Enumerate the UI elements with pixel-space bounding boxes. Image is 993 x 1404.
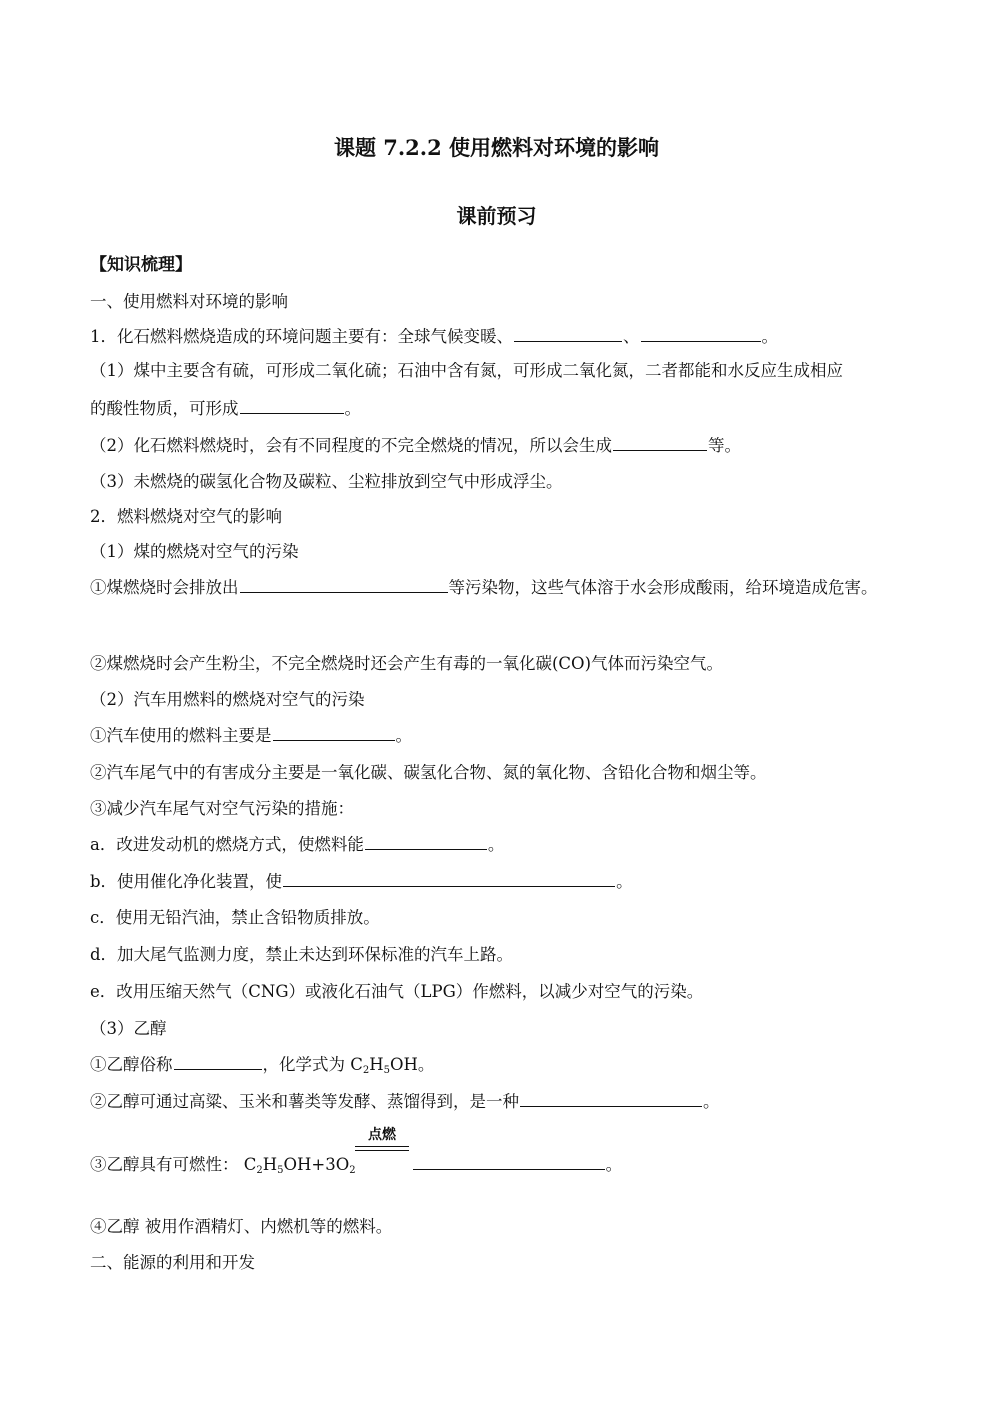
heading-one: 一、使用燃料对环境的影响 — [90, 292, 288, 311]
measure-b: b．使用催化净化装置，使 。 — [90, 872, 633, 891]
reaction-arrow-top — [355, 1146, 409, 1147]
answer-blank[interactable] — [514, 326, 622, 342]
knowledge-section-label: 【知识梳理】 — [90, 255, 192, 275]
item-2: 2．燃料燃烧对空气的影响 — [90, 507, 282, 526]
item-1-2: （2）化石燃料燃烧时，会有不同程度的不完全燃烧的情况，所以会生成 等。 — [90, 436, 741, 455]
heading-two: 二、能源的利用和开发 — [90, 1253, 255, 1272]
measure-c: c．使用无铅汽油，禁止含铅物质排放。 — [90, 908, 380, 927]
section-subtitle: 课前预习 — [456, 204, 537, 228]
item-1-1: （1）煤中主要含有硫，可形成二氧化硫；石油中含有氮，可形成二氧化氮，二者都能和水反应生成相应 — [90, 361, 843, 380]
ethanol-use: ④乙醇 被用作酒精灯、内燃机等的燃料。 — [90, 1217, 393, 1236]
answer-blank[interactable] — [520, 1091, 702, 1107]
item-2-2-c: ③减少汽车尾气对空气污染的措施： — [90, 799, 354, 818]
answer-blank[interactable] — [613, 435, 707, 451]
answer-blank[interactable] — [641, 326, 761, 342]
item-2-1-a: ①煤燃烧时会排放出 等污染物，这些气体溶于水会形成酸雨，给环境造成危害。 — [90, 578, 878, 597]
answer-blank[interactable] — [283, 871, 615, 887]
reaction-condition: 点燃 — [368, 1127, 396, 1143]
item-2-2-a: ①汽车使用的燃料主要是 。 — [90, 726, 412, 745]
answer-blank[interactable] — [273, 725, 395, 741]
item-2-2: （2）汽车用燃料的燃烧对空气的污染 — [90, 690, 365, 709]
item-2-2-b: ②汽车尾气中的有害成分主要是一氧化碳、碳氢化合物、氮的氧化物、含铅化合物和烟尘等。 — [90, 763, 767, 782]
measure-e: e．改用压缩天然气（CNG）或液化石油气（LPG）作燃料，以减少对空气的污染。 — [90, 982, 704, 1001]
ethanol-name: ①乙醇俗称 ，化学式为 $C_2H_5OH$。 — [90, 1055, 435, 1076]
item-2-1: （1）煤的燃烧对空气的污染 — [90, 542, 299, 561]
measure-d: d．加大尾气监测力度，禁止未达到环保标准的汽车上路。 — [90, 945, 514, 964]
answer-blank[interactable] — [174, 1054, 262, 1070]
item-2-1-b: ②煤燃烧时会产生粉尘，不完全燃烧时还会产生有毒的一氧化碳(CO)气体而污染空气。 — [90, 654, 724, 673]
reaction-arrow-bottom — [355, 1150, 409, 1151]
item-1-3: （3）未燃烧的碳氢化合物及碳粒、尘粒排放到空气中形成浮尘。 — [90, 472, 563, 491]
page-title: 课题 7.2.2 使用燃料对环境的影响 — [333, 135, 660, 160]
item-2-3: （3）乙醇 — [90, 1019, 167, 1038]
ethanol-source: ②乙醇可通过高粱、玉米和薯类等发酵、蒸馏得到，是一种 。 — [90, 1092, 720, 1111]
measure-a: a．改进发动机的燃烧方式，使燃料能 。 — [90, 835, 505, 854]
answer-blank[interactable] — [240, 577, 448, 593]
answer-blank[interactable] — [413, 1154, 605, 1170]
ethanol-combustion: ③乙醇具有可燃性： $C_2H_5OH+3O_2$ 。 — [90, 1155, 623, 1176]
item-1: 1．化石燃料燃烧造成的环境问题主要有：全球气候变暖、 、 。 — [90, 327, 778, 346]
answer-blank[interactable] — [365, 834, 487, 850]
answer-blank[interactable] — [240, 398, 344, 414]
item-1-1-cont: 的酸性物质，可形成 。 — [90, 399, 361, 418]
